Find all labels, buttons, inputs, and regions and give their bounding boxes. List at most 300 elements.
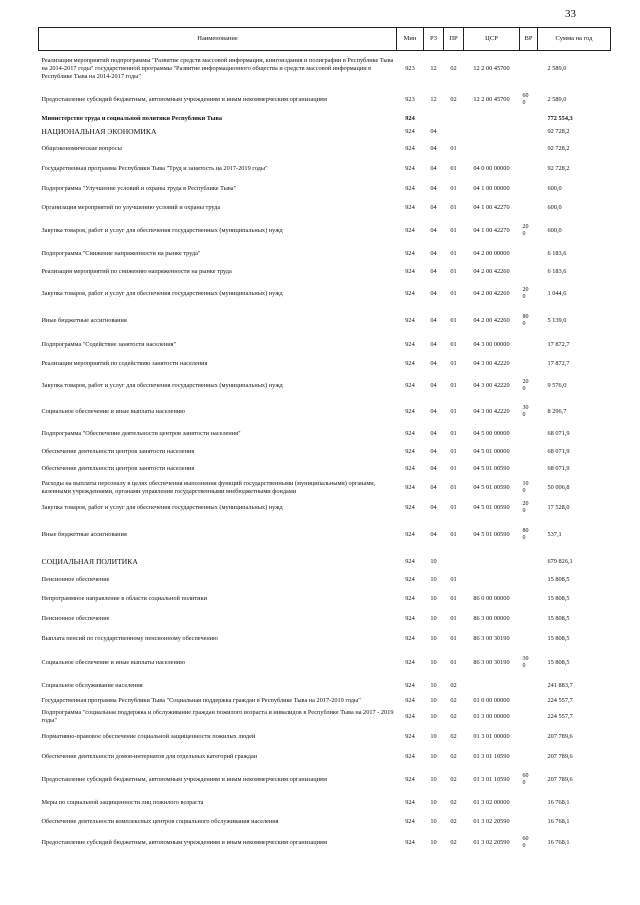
cell-vr [520, 335, 538, 355]
cell-name: Обеспечение деятельности комплексных центров социального обслуживания населения [41, 817, 279, 825]
table-row [39, 217, 611, 245]
cell-sum: 17 528,0 [547, 503, 570, 511]
cell-vr [520, 245, 538, 263]
cell-sum: 15 808,5 [547, 614, 570, 622]
cell-csr: 04 5 00 00000 [473, 429, 510, 437]
cell-min: 924 [405, 575, 415, 583]
cell-pr: 01 [450, 614, 457, 622]
cell-min: 924 [405, 407, 415, 415]
cell-csr: 04 5 01 00590 [473, 503, 510, 511]
cell-sum: 16 768,1 [547, 798, 570, 806]
table-row [39, 87, 611, 113]
table-row [39, 477, 611, 499]
cell-vr [520, 51, 538, 87]
cell-name: Обеспечение деятельности домов-интернатов для отдельных категорий граждан [41, 752, 258, 760]
cell-name: Подпрограмма "Обеспечение деятельности центров занятости населения" [41, 429, 241, 437]
table-row [39, 281, 611, 307]
column-header-min: Мин [397, 28, 424, 51]
cell-csr: 01 3 00 00000 [473, 712, 510, 720]
cell-min: 923 [405, 95, 415, 103]
cell-name: Выплата пенсий по государственному пенсионному обеспечению [41, 634, 218, 642]
cell-min: 924 [405, 203, 415, 211]
cell-pr: 01 [450, 359, 457, 367]
cell-csr: 01 0 00 00000 [473, 696, 510, 704]
cell-rz: 04 [430, 289, 437, 297]
cell-csr: 04 1 00 42270 [473, 203, 510, 211]
cell-name: Предоставление субсидий бюджетным, автономным учреждениям и иным некоммерческим организациям [41, 838, 327, 846]
cell-rz: 10 [430, 732, 437, 740]
table-row [39, 793, 611, 813]
cell-min: 924 [405, 798, 415, 806]
table-row [39, 767, 611, 793]
cell-csr: 04 5 01 00590 [473, 464, 510, 472]
cell-pr: 01 [450, 429, 457, 437]
cell-csr: 04 3 00 42220 [473, 381, 510, 389]
table-row [39, 695, 611, 707]
cell-name: Предоставление субсидий бюджетным, автономным учреждениям и иным некоммерческим организациям [41, 95, 327, 103]
cell-sum: 8 296,7 [547, 407, 567, 415]
cell-sum: 772 554,3 [547, 114, 573, 122]
cell-pr: 02 [450, 696, 457, 704]
cell-min: 924 [405, 838, 415, 846]
cell-min: 924 [405, 483, 415, 491]
cell-name: Нормативно-правовое обеспечение социальной защищенности пожилых людей [41, 732, 256, 740]
cell-vr: 20 0 [522, 224, 529, 237]
cell-sum: 68 071,9 [547, 429, 570, 437]
cell-pr: 01 [450, 267, 457, 275]
cell-vr [520, 813, 538, 831]
cell-sum: 207 789,6 [547, 732, 573, 740]
table-row [39, 571, 611, 589]
cell-pr: 01 [450, 594, 457, 602]
cell-csr: 04 1 00 00000 [473, 184, 510, 192]
cell-name: Подпрограмма "Содействие занятости населения" [41, 340, 177, 348]
cell-min: 924 [405, 752, 415, 760]
cell-sum: 92 728,2 [547, 144, 570, 152]
cell-min: 924 [405, 464, 415, 472]
page-number: 33 [565, 8, 576, 20]
cell-min: 924 [405, 429, 415, 437]
cell-csr: 01 3 01 10590 [473, 775, 510, 783]
cell-pr: 01 [450, 483, 457, 491]
table-row [39, 159, 611, 179]
cell-min: 924 [405, 226, 415, 234]
column-header-sum: Сумма на год [538, 28, 611, 51]
cell-vr: 80 0 [522, 314, 529, 327]
cell-vr [520, 793, 538, 813]
cell-sum: 241 883,7 [547, 681, 573, 689]
column-header-rz: РЗ [424, 28, 444, 51]
cell-pr: 01 [450, 249, 457, 257]
cell-name: Пенсионное обеспечение [41, 575, 110, 583]
table-body [39, 51, 611, 855]
table-row [39, 125, 611, 139]
table-row [39, 589, 611, 609]
cell-csr [464, 113, 520, 125]
cell-vr [520, 571, 538, 589]
cell-name: Закупка товаров, работ и услуг для обеспечения государственных (муниципальных) нужд [41, 503, 283, 511]
cell-vr [520, 553, 538, 571]
cell-min: 924 [405, 530, 415, 538]
cell-min: 924 [405, 681, 415, 689]
cell-name: Социальное обслуживание населения [41, 681, 143, 689]
cell-rz: 10 [430, 658, 437, 666]
cell-sum: 17 872,7 [547, 340, 570, 348]
cell-rz: 12 [430, 64, 437, 72]
cell-vr: 60 0 [522, 93, 529, 106]
cell-pr: 02 [450, 712, 457, 720]
cell-csr: 01 3 02 20590 [473, 838, 510, 846]
cell-pr: 01 [450, 316, 457, 324]
cell-rz: 12 [430, 95, 437, 103]
cell-rz: 10 [430, 838, 437, 846]
cell-rz: 10 [430, 681, 437, 689]
cell-csr: 04 1 00 42270 [473, 226, 510, 234]
cell-name: Подпрограмма "Снижение напряженности на рынке труда" [41, 249, 201, 257]
cell-sum: 537,1 [547, 530, 562, 538]
cell-pr: 01 [450, 464, 457, 472]
cell-rz: 04 [430, 249, 437, 257]
cell-sum: 50 006,8 [547, 483, 570, 491]
cell-vr [520, 609, 538, 629]
column-header-pr: ПР [444, 28, 464, 51]
cell-min: 924 [405, 557, 415, 565]
cell-vr [520, 695, 538, 707]
cell-vr [520, 113, 538, 125]
cell-csr [464, 125, 520, 139]
table-row [39, 499, 611, 517]
cell-rz: 04 [430, 164, 437, 172]
table-row [39, 677, 611, 695]
cell-vr [520, 629, 538, 649]
cell-sum: 600,0 [547, 203, 562, 211]
cell-pr: 02 [450, 775, 457, 783]
cell-pr: 01 [450, 575, 457, 583]
cell-rz: 04 [430, 340, 437, 348]
cell-rz: 04 [430, 483, 437, 491]
cell-name: Пенсионное обеспечение [41, 614, 110, 622]
cell-min: 923 [405, 64, 415, 72]
cell-rz: 04 [430, 407, 437, 415]
cell-vr [520, 125, 538, 139]
cell-name: Закупка товаров, работ и услуг для обеспечения государственных (муниципальных) нужд [41, 289, 283, 297]
cell-rz: 04 [430, 464, 437, 472]
cell-rz: 04 [430, 359, 437, 367]
cell-sum: 6 183,6 [547, 249, 567, 257]
cell-csr: 04 5 01 00000 [473, 447, 510, 455]
cell-rz: 04 [430, 316, 437, 324]
table-row [39, 813, 611, 831]
cell-vr: 60 0 [522, 836, 529, 849]
cell-pr: 01 [450, 144, 457, 152]
cell-pr: 01 [450, 447, 457, 455]
cell-sum: 6 183,6 [547, 267, 567, 275]
cell-sum: 5 139,0 [547, 316, 567, 324]
cell-vr [520, 355, 538, 373]
cell-min: 924 [405, 144, 415, 152]
cell-vr: 20 0 [522, 379, 529, 392]
cell-csr: 86 3 00 30190 [473, 634, 510, 642]
cell-name: Подпрограмма "социальная поддержка и обслуживание граждан пожилого возраста и инвалидов в Республике Тыва на 2017 - 2019 годы" [41, 708, 394, 724]
cell-name: Иные бюджетные ассигнования [41, 530, 127, 538]
cell-min: 924 [405, 316, 415, 324]
cell-vr: 80 0 [522, 528, 529, 541]
cell-name: НАЦИОНАЛЬНАЯ ЭКОНОМИКА [41, 126, 157, 136]
cell-rz: 04 [430, 184, 437, 192]
cell-pr: 01 [450, 634, 457, 642]
cell-rz: 10 [430, 696, 437, 704]
cell-pr: 01 [450, 407, 457, 415]
cell-vr: 20 0 [522, 287, 529, 300]
cell-name: Меры по социальной защищенности лиц пожилого возраста [41, 798, 204, 806]
cell-pr [444, 125, 464, 139]
cell-sum: 207 789,6 [547, 775, 573, 783]
cell-rz [424, 113, 444, 125]
cell-vr [520, 589, 538, 609]
cell-name: Государственная программа Республики Тыва "Социальная поддержка граждан в Республике Тыва на 2017-2019 годы" [41, 696, 361, 704]
cell-rz: 04 [430, 447, 437, 455]
cell-vr [520, 747, 538, 767]
cell-sum: 15 808,5 [547, 594, 570, 602]
cell-rz: 10 [430, 575, 437, 583]
cell-csr: 04 3 00 42220 [473, 359, 510, 367]
table-row [39, 461, 611, 477]
cell-name: Иные бюджетные ассигнования [41, 316, 127, 324]
cell-vr: 10 0 [522, 481, 529, 494]
cell-min: 924 [405, 732, 415, 740]
cell-vr: 60 0 [522, 773, 529, 786]
cell-name: Общеэкономические вопросы [41, 144, 122, 152]
cell-csr: 01 3 01 10590 [473, 752, 510, 760]
cell-pr [444, 553, 464, 571]
cell-csr: 86 0 00 00000 [473, 594, 510, 602]
cell-pr [444, 113, 464, 125]
cell-min: 924 [405, 817, 415, 825]
cell-min: 924 [405, 614, 415, 622]
cell-name: Социальное обеспечение и иные выплаты населению [41, 658, 185, 666]
cell-name: СОЦИАЛЬНАЯ ПОЛИТИКА [41, 556, 138, 566]
cell-pr: 01 [450, 184, 457, 192]
cell-csr: 04 3 00 00000 [473, 340, 510, 348]
table-row [39, 373, 611, 399]
cell-csr [464, 553, 520, 571]
cell-sum: 17 872,7 [547, 359, 570, 367]
cell-sum: 224 557,7 [547, 696, 573, 704]
cell-name: Государственная программа Республики Тыва "Труд и занятость на 2017-2019 годы" [41, 164, 268, 172]
cell-pr: 01 [450, 164, 457, 172]
table-row [39, 629, 611, 649]
cell-rz: 10 [430, 557, 437, 565]
cell-rz: 10 [430, 775, 437, 783]
cell-min: 924 [405, 184, 415, 192]
cell-vr: 30 0 [522, 405, 529, 418]
cell-csr: 01 3 02 00000 [473, 798, 510, 806]
cell-vr [520, 425, 538, 443]
cell-sum: 207 789,6 [547, 752, 573, 760]
cell-pr: 01 [450, 203, 457, 211]
cell-rz: 04 [430, 381, 437, 389]
cell-rz: 10 [430, 614, 437, 622]
cell-pr: 02 [450, 732, 457, 740]
table-row [39, 517, 611, 553]
table-row [39, 179, 611, 199]
cell-min: 924 [405, 249, 415, 257]
cell-pr: 01 [450, 226, 457, 234]
cell-min: 924 [405, 289, 415, 297]
cell-csr [464, 677, 520, 695]
cell-min: 924 [405, 594, 415, 602]
cell-vr [520, 707, 538, 727]
cell-pr: 02 [450, 817, 457, 825]
table-row [39, 443, 611, 461]
cell-csr: 86 3 00 00000 [473, 614, 510, 622]
cell-csr: 04 0 00 00000 [473, 164, 510, 172]
cell-min: 924 [405, 114, 415, 122]
table-row [39, 113, 611, 125]
cell-pr: 01 [450, 503, 457, 511]
cell-pr: 01 [450, 340, 457, 348]
cell-rz: 10 [430, 594, 437, 602]
cell-min: 924 [405, 696, 415, 704]
cell-rz: 10 [430, 798, 437, 806]
cell-vr [520, 159, 538, 179]
column-header-name: Наименование [39, 28, 397, 51]
table-header [39, 28, 611, 51]
cell-sum: 68 071,9 [547, 447, 570, 455]
cell-vr [520, 263, 538, 281]
cell-sum: 2 589,0 [547, 64, 567, 72]
cell-sum: 2 589,0 [547, 95, 567, 103]
cell-rz: 04 [430, 203, 437, 211]
cell-rz: 04 [430, 530, 437, 538]
table-row [39, 707, 611, 727]
cell-min: 924 [405, 127, 415, 135]
cell-name: Подпрограмма "Улучшение условий и охраны труда в Республике Тыва" [41, 184, 237, 192]
cell-rz: 04 [430, 144, 437, 152]
table-row [39, 831, 611, 855]
cell-name: Министерство труда и социальной политики Республики Тыва [41, 114, 223, 122]
cell-sum: 600,0 [547, 226, 562, 234]
cell-sum: 92 728,2 [547, 127, 570, 135]
cell-vr [520, 727, 538, 747]
cell-pr: 02 [450, 798, 457, 806]
cell-rz: 04 [430, 226, 437, 234]
cell-csr: 04 5 01 00590 [473, 530, 510, 538]
cell-pr: 02 [450, 752, 457, 760]
cell-vr: 20 0 [522, 501, 529, 514]
cell-sum: 15 808,5 [547, 658, 570, 666]
cell-sum: 224 557,7 [547, 712, 573, 720]
table-row [39, 727, 611, 747]
cell-pr: 01 [450, 289, 457, 297]
column-header-vr: ВР [520, 28, 538, 51]
cell-min: 924 [405, 503, 415, 511]
cell-sum: 15 808,5 [547, 575, 570, 583]
cell-name: Реализация мероприятий по снижению напряженности на рынке труда [41, 267, 232, 275]
cell-name: Закупка товаров, работ и услуг для обеспечения государственных (муниципальных) нужд [41, 381, 283, 389]
cell-rz: 04 [430, 503, 437, 511]
cell-sum: 600,0 [547, 184, 562, 192]
table-row [39, 51, 611, 87]
cell-sum: 68 071,9 [547, 464, 570, 472]
cell-min: 924 [405, 658, 415, 666]
cell-csr [464, 571, 520, 589]
table-row [39, 425, 611, 443]
cell-pr: 02 [450, 95, 457, 103]
table-row [39, 355, 611, 373]
cell-name: Реализация мероприятий подпрограммы "Развитие средств массовой информации, книгоиздания и полиграфии в Республике Тыва на 2014-2017 годы" государственной программы "Развитие информационного общества и средств массовой информации в Республике Тыва на 2014-2017 годы" [41, 57, 394, 80]
table-row [39, 747, 611, 767]
table-row [39, 609, 611, 629]
table-row [39, 307, 611, 335]
cell-min: 924 [405, 447, 415, 455]
table-row [39, 199, 611, 217]
table-row [39, 335, 611, 355]
budget-table [38, 27, 611, 855]
cell-vr [520, 139, 538, 159]
cell-min: 924 [405, 775, 415, 783]
cell-rz: 04 [430, 127, 437, 135]
cell-min: 924 [405, 340, 415, 348]
cell-sum: 679 826,1 [547, 557, 573, 565]
cell-name: Закупка товаров, работ и услуг для обеспечения государственных (муниципальных) нужд [41, 226, 283, 234]
cell-min: 924 [405, 267, 415, 275]
cell-csr: 04 5 01 00590 [473, 483, 510, 491]
cell-rz: 10 [430, 712, 437, 720]
table-row [39, 245, 611, 263]
cell-rz: 10 [430, 752, 437, 760]
cell-min: 924 [405, 712, 415, 720]
cell-sum: 16 768,1 [547, 838, 570, 846]
cell-min: 924 [405, 164, 415, 172]
cell-csr: 01 3 01 00000 [473, 732, 510, 740]
cell-sum: 92 728,2 [547, 164, 570, 172]
cell-name: Обеспечение деятельности центров занятости населения [41, 447, 195, 455]
cell-csr: 12 2 00 45700 [473, 95, 510, 103]
table-row [39, 399, 611, 425]
cell-vr [520, 443, 538, 461]
cell-min: 924 [405, 381, 415, 389]
table-row [39, 649, 611, 677]
cell-sum: 1 044,6 [547, 289, 567, 297]
cell-csr: 04 2 00 42260 [473, 267, 510, 275]
cell-vr [520, 199, 538, 217]
cell-rz: 10 [430, 817, 437, 825]
cell-name: Расходы на выплаты персоналу в целях обеспечения выполнения функций государственными (муниципальными) органами, казенными учреждениями, органами управления государственными внебюджетными фондами [41, 479, 376, 495]
cell-csr [464, 139, 520, 159]
cell-name: Социальное обеспечение и иные выплаты населению [41, 407, 185, 415]
cell-csr: 04 2 00 00000 [473, 249, 510, 257]
cell-vr [520, 677, 538, 695]
cell-rz: 10 [430, 634, 437, 642]
cell-name: Реализация мероприятий по содействию занятости населения [41, 359, 208, 367]
table-row [39, 553, 611, 571]
cell-vr [520, 461, 538, 477]
table-row [39, 139, 611, 159]
cell-min: 924 [405, 634, 415, 642]
cell-csr: 01 3 02 20590 [473, 817, 510, 825]
cell-name: Обеспечение деятельности центров занятости населения [41, 464, 195, 472]
cell-vr: 30 0 [522, 656, 529, 669]
cell-min: 924 [405, 359, 415, 367]
cell-sum: 9 576,0 [547, 381, 567, 389]
cell-pr: 02 [450, 681, 457, 689]
cell-name: Предоставление субсидий бюджетным, автономным учреждениям и иным некоммерческим организациям [41, 775, 327, 783]
cell-pr: 01 [450, 658, 457, 666]
cell-sum: 16 768,1 [547, 817, 570, 825]
cell-csr: 04 3 00 42220 [473, 407, 510, 415]
cell-pr: 02 [450, 64, 457, 72]
